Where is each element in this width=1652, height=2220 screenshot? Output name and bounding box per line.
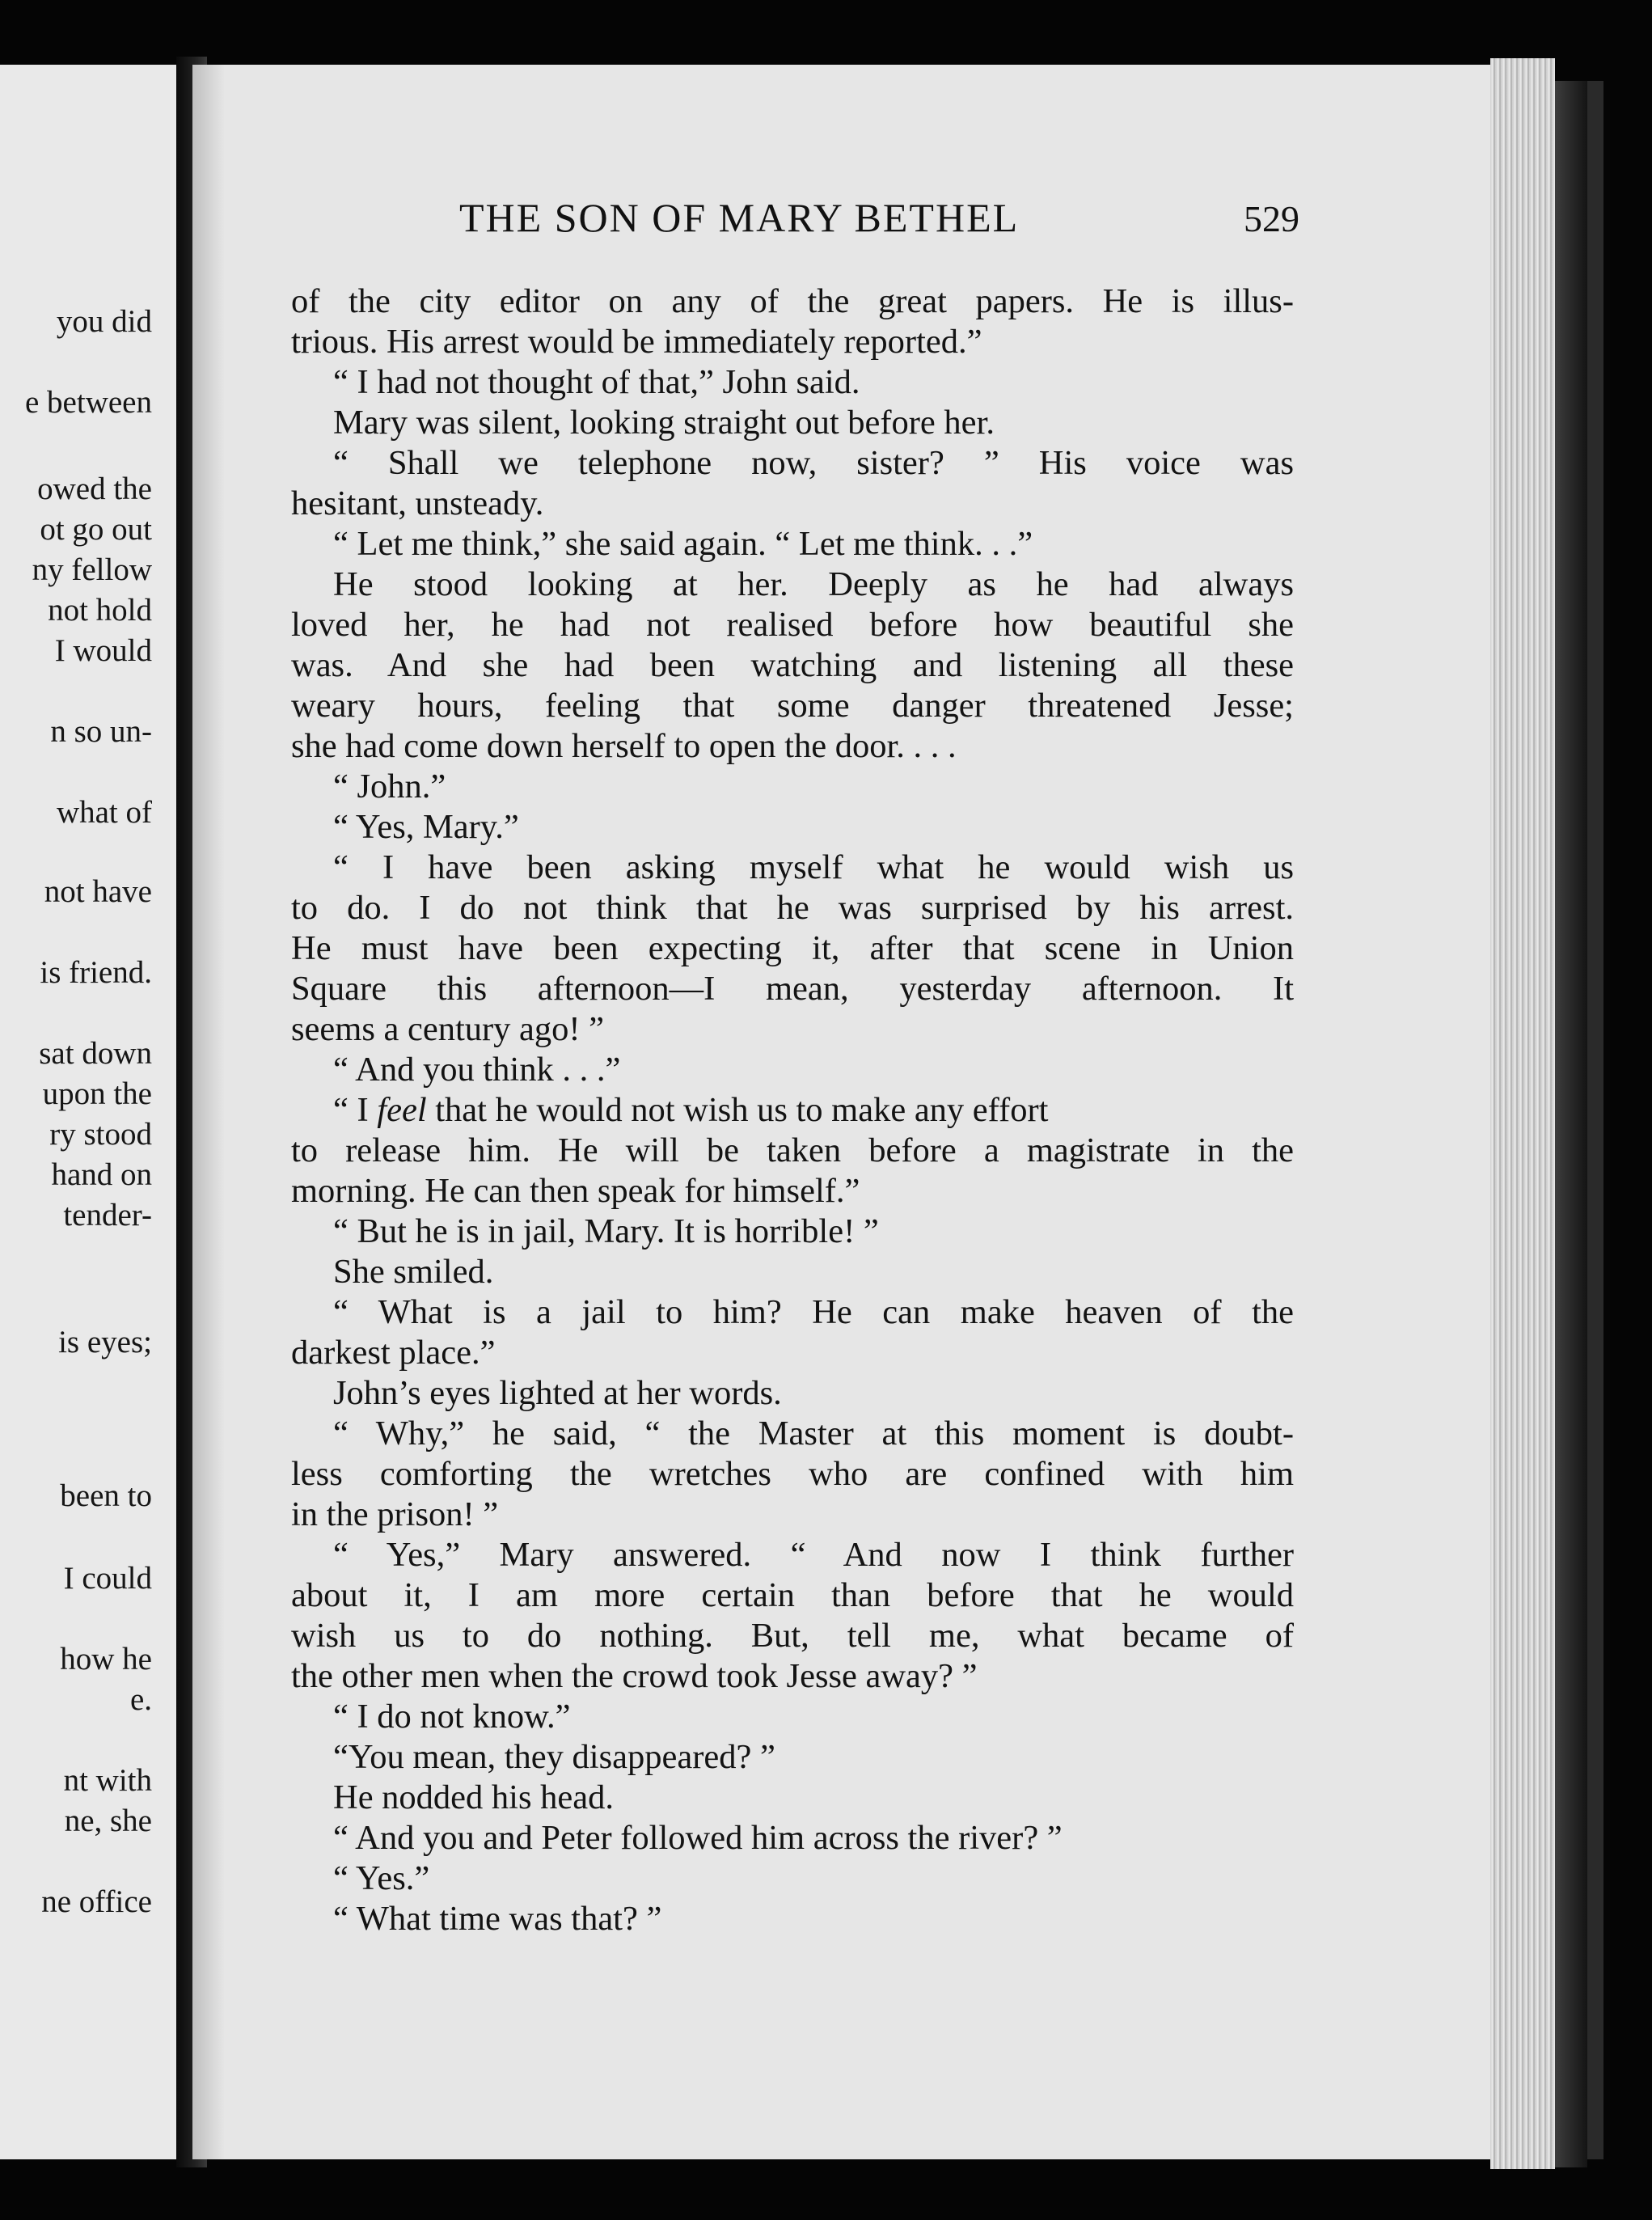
text-line: to do. I do not think that he was surprised by his arrest. bbox=[291, 889, 1294, 927]
left-fragment: nt with bbox=[63, 1763, 152, 1798]
text-line: “ But he is in jail, Mary. It is horrible! ” bbox=[333, 1212, 879, 1250]
left-fragment: not hold bbox=[48, 593, 152, 628]
text-line: “ I do not know.” bbox=[333, 1698, 571, 1736]
page-edges-shadow bbox=[1555, 81, 1587, 2167]
text-segment: that he would not wish us to make any effort bbox=[435, 1091, 1049, 1129]
text-line: “ Why,” he said, “ the Master at this moment is doubt- bbox=[333, 1414, 1294, 1453]
left-fragment: ot go out bbox=[40, 512, 152, 547]
text-line: of the city editor on any of the great papers. He is illus- bbox=[291, 282, 1294, 320]
left-fragment: upon the bbox=[42, 1076, 152, 1111]
page-number: 529 bbox=[1244, 198, 1299, 239]
text-line: less comforting the wretches who are confined with him bbox=[291, 1455, 1294, 1493]
text-line: He must have been expecting it, after that scene in Union bbox=[291, 929, 1294, 967]
text-line: she had come down herself to open the door. . . . bbox=[291, 727, 957, 765]
text-line-with-italic bbox=[291, 1090, 1294, 1131]
running-title: THE SON OF MARY BETHEL bbox=[459, 195, 1020, 240]
left-fragment: ry stood bbox=[49, 1117, 152, 1152]
text-line: “ What time was that? ” bbox=[333, 1900, 662, 1938]
left-fragment: owed the bbox=[37, 471, 152, 506]
text-line: was. And she had been watching and listening all these bbox=[291, 646, 1294, 684]
page-edges bbox=[1490, 58, 1555, 2169]
left-fragment: tender- bbox=[63, 1198, 152, 1233]
text-line: in the prison! ” bbox=[291, 1495, 499, 1533]
book-cover-edge bbox=[1587, 81, 1603, 2159]
text-line: She smiled. bbox=[333, 1253, 494, 1291]
text-line: “ Yes,” Mary answered. “ And now I think further bbox=[333, 1536, 1294, 1574]
text-line: John’s eyes lighted at her words. bbox=[333, 1374, 782, 1412]
body-text bbox=[291, 281, 1294, 1939]
text-line: “ I have been asking myself what he would wish us bbox=[333, 848, 1294, 886]
text-line: Mary was silent, looking straight out before her. bbox=[333, 404, 995, 442]
text-line: darkest place.” bbox=[291, 1334, 496, 1372]
left-fragment: n so un- bbox=[50, 714, 152, 749]
left-fragment: been to bbox=[60, 1478, 152, 1513]
left-fragment: is friend. bbox=[40, 955, 152, 990]
text-line: “ And you think . . .” bbox=[333, 1051, 621, 1089]
text-line: “ I had not thought of that,” John said. bbox=[333, 363, 860, 401]
left-fragment: is eyes; bbox=[58, 1325, 152, 1359]
text-line: “ John.” bbox=[333, 767, 446, 806]
text-line: morning. He can then speak for himself.” bbox=[291, 1172, 860, 1210]
text-line: trious. His arrest would be immediately reported.” bbox=[291, 323, 982, 361]
text-line: “ Shall we telephone now, sister? ” His voice was bbox=[333, 444, 1294, 482]
left-fragment: how he bbox=[60, 1642, 152, 1677]
left-fragment: e between bbox=[25, 385, 152, 420]
left-fragment: ne, she bbox=[64, 1803, 152, 1838]
text-line: to release him. He will be taken before a magistrate in the bbox=[291, 1131, 1294, 1169]
left-fragment: hand on bbox=[51, 1157, 152, 1192]
left-fragment: ne office bbox=[41, 1884, 152, 1919]
text-line: the other men when the crowd took Jesse away? ” bbox=[291, 1657, 978, 1695]
text-line: loved her, he had not realised before how beautiful she bbox=[291, 606, 1294, 644]
text-line: hesitant, unsteady. bbox=[291, 484, 544, 522]
left-fragment: I could bbox=[63, 1561, 152, 1596]
text-line: wish us to do nothing. But, tell me, what became of bbox=[291, 1617, 1294, 1655]
text-line: “ Yes.” bbox=[333, 1859, 430, 1897]
page-529 bbox=[192, 65, 1490, 2159]
text-line: Square this afternoon—I mean, yesterday afternoon. It bbox=[291, 970, 1294, 1008]
left-fragment: not have bbox=[44, 874, 152, 909]
text-line: He nodded his head. bbox=[333, 1778, 614, 1816]
text-line: about it, I am more certain than before that he would bbox=[291, 1576, 1294, 1614]
text-line: “ And you and Peter followed him across the river? ” bbox=[333, 1819, 1063, 1857]
left-fragment: ny fellow bbox=[32, 552, 152, 587]
left-fragment: I would bbox=[54, 633, 152, 668]
text-line: “You mean, they disappeared? ” bbox=[333, 1738, 775, 1776]
text-line: He stood looking at her. Deeply as he had always bbox=[333, 565, 1294, 603]
text-line: “ Yes, Mary.” bbox=[333, 808, 519, 846]
text-line: “ What is a jail to him? He can make heaven of the bbox=[333, 1293, 1294, 1331]
text-segment: “ I bbox=[333, 1091, 369, 1129]
italic-word: feel bbox=[377, 1091, 427, 1129]
facing-page-left bbox=[0, 65, 176, 2159]
left-fragment: what of bbox=[56, 795, 152, 830]
text-line: seems a century ago! ” bbox=[291, 1010, 605, 1048]
text-line: weary hours, feeling that some danger threatened Jesse; bbox=[291, 687, 1294, 725]
left-fragment: e. bbox=[129, 1682, 152, 1717]
text-line: “ Let me think,” she said again. “ Let me think. . .” bbox=[333, 525, 1033, 563]
left-fragment: you did bbox=[56, 304, 152, 339]
left-fragment: sat down bbox=[39, 1036, 152, 1071]
